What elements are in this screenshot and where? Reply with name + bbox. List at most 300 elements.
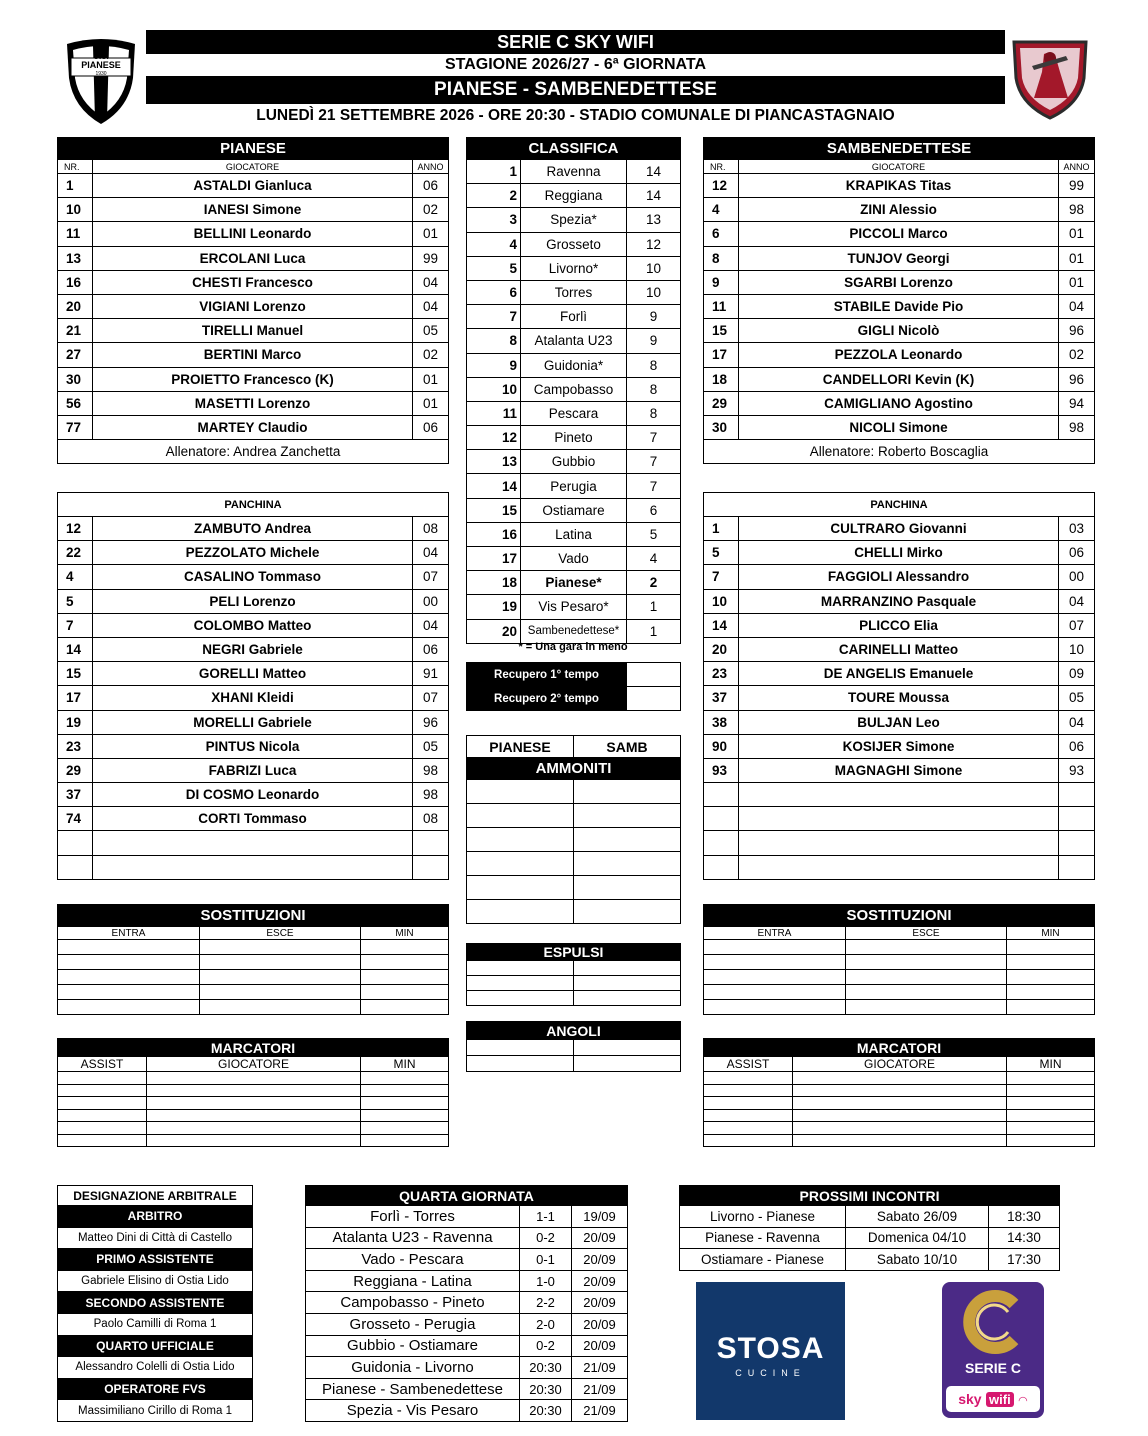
col-player: GIOCATORE xyxy=(739,160,1059,174)
empty-row xyxy=(467,780,681,804)
standings-points: 5 xyxy=(627,522,681,546)
standings-row xyxy=(467,522,681,546)
player-year: 05 xyxy=(413,734,449,758)
next-match-row xyxy=(680,1206,1060,1228)
corners-away-value-2 xyxy=(574,1056,681,1072)
referee-name: Gabriele Elisino di Ostia Lido xyxy=(58,1270,253,1292)
player-number: 6 xyxy=(704,222,739,246)
round-score: 20:30 xyxy=(520,1400,572,1422)
player-number: 17 xyxy=(704,343,739,367)
player-name: STABILE Davide Pio xyxy=(739,294,1059,318)
next-match-row xyxy=(680,1227,1060,1249)
player-name: BELLINI Leonardo xyxy=(93,222,413,246)
empty-row xyxy=(704,783,1095,807)
recovery-first-label: Recupero 1° tempo xyxy=(467,663,627,687)
sent-off-title: ESPULSI xyxy=(467,944,681,961)
round-row xyxy=(306,1249,628,1271)
player-year: 98 xyxy=(413,758,449,782)
player-year: 01 xyxy=(1059,222,1095,246)
player-year: 04 xyxy=(1059,589,1095,613)
player-number: 30 xyxy=(58,367,93,391)
player-name: BULJAN Leo xyxy=(739,710,1059,734)
empty-row xyxy=(467,852,681,876)
round-match: Atalanta U23 - Ravenna xyxy=(306,1227,520,1249)
player-row xyxy=(704,734,1095,758)
round-match: Guidonia - Livorno xyxy=(306,1357,520,1379)
standings-position: 7 xyxy=(467,305,521,329)
col-assist: ASSIST xyxy=(704,1057,793,1072)
player-name: VIGIANI Lorenzo xyxy=(93,294,413,318)
round-date: 21/09 xyxy=(572,1357,628,1379)
player-name: TIRELLI Manuel xyxy=(93,319,413,343)
match-title: PIANESE - SAMBENEDETTESE xyxy=(146,76,1005,104)
standings-points: 8 xyxy=(627,353,681,377)
player-row xyxy=(704,343,1095,367)
player-number: 17 xyxy=(58,686,93,710)
standings-position: 19 xyxy=(467,595,521,619)
player-name: CHELLI Mirko xyxy=(739,541,1059,565)
player-row xyxy=(704,367,1095,391)
player-row xyxy=(704,270,1095,294)
player-row xyxy=(704,565,1095,589)
standings-points: 7 xyxy=(627,474,681,498)
standings-points: 14 xyxy=(627,184,681,208)
league-title: SERIE C SKY WIFI xyxy=(146,30,1005,54)
standings-table xyxy=(466,137,681,644)
sent-off-table xyxy=(466,943,681,1006)
home-subs-table xyxy=(57,904,449,1015)
player-year: 04 xyxy=(1059,710,1095,734)
standings-team: Pineto xyxy=(521,426,627,450)
player-name: TUNJOV Georgi xyxy=(739,246,1059,270)
recovery-second-label: Recupero 2° tempo xyxy=(467,687,627,711)
standings-row xyxy=(467,208,681,232)
empty-row xyxy=(58,940,449,955)
player-year: 96 xyxy=(1059,319,1095,343)
player-row xyxy=(58,517,449,541)
referee-role: QUARTO UFFICIALE xyxy=(58,1335,253,1357)
standings-position: 9 xyxy=(467,353,521,377)
empty-row xyxy=(58,1134,449,1147)
player-row xyxy=(58,198,449,222)
round-date: 20/09 xyxy=(572,1313,628,1335)
home-scorers-title: MARCATORI xyxy=(58,1039,449,1057)
empty-row xyxy=(704,1072,1095,1085)
standings-row xyxy=(467,426,681,450)
pianese-logo xyxy=(63,38,139,126)
player-number: 7 xyxy=(58,613,93,637)
player-year: 04 xyxy=(413,613,449,637)
referee-role: SECONDO ASSISTENTE xyxy=(58,1292,253,1314)
stosa-sponsor-logo xyxy=(696,1282,845,1420)
player-year: 01 xyxy=(1059,270,1095,294)
serie-c-logo xyxy=(942,1282,1044,1418)
player-row xyxy=(58,222,449,246)
next-match: Ostiamare - Pianese xyxy=(680,1249,846,1271)
player-name: PELI Lorenzo xyxy=(93,589,413,613)
player-name: MASETTI Lorenzo xyxy=(93,391,413,415)
standings-team: Latina xyxy=(521,522,627,546)
player-row xyxy=(704,415,1095,439)
empty-row xyxy=(58,855,449,879)
player-row xyxy=(58,613,449,637)
empty-row xyxy=(704,1109,1095,1122)
standings-position: 1 xyxy=(467,160,521,184)
player-row xyxy=(58,565,449,589)
empty-row xyxy=(58,1084,449,1097)
player-row xyxy=(58,294,449,318)
empty-row xyxy=(704,831,1095,855)
empty-row xyxy=(467,804,681,828)
player-number: 90 xyxy=(704,734,739,758)
home-scorers-table xyxy=(57,1038,449,1147)
col-min: MIN xyxy=(1007,927,1095,940)
standings-team: Pianese* xyxy=(521,571,627,595)
season-line: STAGIONE 2026/27 - 6ª GIORNATA xyxy=(444,56,707,73)
empty-row xyxy=(58,1072,449,1085)
standings-points: 10 xyxy=(627,256,681,280)
sambenedettese-logo xyxy=(1010,38,1090,120)
player-name: PLICCO Elia xyxy=(739,613,1059,637)
booked-home-label: PIANESE xyxy=(467,736,574,758)
round-row xyxy=(306,1378,628,1400)
player-name: ERCOLANI Luca xyxy=(93,246,413,270)
player-year: 05 xyxy=(1059,686,1095,710)
corners-title: ANGOLI xyxy=(467,1022,681,1040)
player-year: 02 xyxy=(413,343,449,367)
empty-row xyxy=(58,970,449,985)
standings-position: 5 xyxy=(467,256,521,280)
player-number: 16 xyxy=(58,270,93,294)
player-number: 22 xyxy=(58,541,93,565)
empty-row xyxy=(704,1134,1095,1147)
player-number: 11 xyxy=(58,222,93,246)
player-year: 98 xyxy=(1059,198,1095,222)
match-info: LUNEDÌ 21 SETTEMBRE 2026 - ORE 20:30 - STADIO COMUNALE DI PIANCASTAGNAIO xyxy=(256,107,895,124)
player-name: CHESTI Francesco xyxy=(93,270,413,294)
standings-position: 4 xyxy=(467,232,521,256)
player-year: 94 xyxy=(1059,391,1095,415)
empty-row xyxy=(58,1097,449,1110)
player-number: 4 xyxy=(704,198,739,222)
player-number: 74 xyxy=(58,807,93,831)
standings-position: 6 xyxy=(467,280,521,304)
player-year: 91 xyxy=(413,662,449,686)
empty-row xyxy=(704,955,1095,970)
standings-row xyxy=(467,353,681,377)
wifi-text: wifi xyxy=(986,1392,1014,1407)
standings-team: Torres xyxy=(521,280,627,304)
away-bench-title: PANCHINA xyxy=(704,493,1095,517)
player-number: 21 xyxy=(58,319,93,343)
round-match: Vado - Pescara xyxy=(306,1249,520,1271)
player-year: 02 xyxy=(1059,343,1095,367)
player-year: 09 xyxy=(1059,662,1095,686)
player-row xyxy=(58,758,449,782)
standings-position: 11 xyxy=(467,401,521,425)
standings-row xyxy=(467,256,681,280)
player-year: 07 xyxy=(1059,613,1095,637)
player-number: 15 xyxy=(704,319,739,343)
player-row xyxy=(58,319,449,343)
player-name: IANESI Simone xyxy=(93,198,413,222)
away-bench-table xyxy=(703,492,1095,880)
round-date: 20/09 xyxy=(572,1249,628,1271)
round-date: 21/09 xyxy=(572,1378,628,1400)
home-team-title: PIANESE xyxy=(58,138,449,160)
player-number: 30 xyxy=(704,415,739,439)
round-match: Spezia - Vis Pesaro xyxy=(306,1400,520,1422)
player-row xyxy=(58,541,449,565)
col-nr: NR. xyxy=(704,160,739,174)
round-date: 19/09 xyxy=(572,1206,628,1228)
round-row xyxy=(306,1313,628,1335)
player-row xyxy=(58,710,449,734)
player-name: ZINI Alessio xyxy=(739,198,1059,222)
recovery-second-value xyxy=(627,687,681,711)
home-coach: Allenatore: Andrea Zanchetta xyxy=(58,440,449,464)
wifi-icon: ◠ xyxy=(1018,1395,1028,1407)
round-match: Forlì - Torres xyxy=(306,1206,520,1228)
player-name: NICOLI Simone xyxy=(739,415,1059,439)
standings-row xyxy=(467,474,681,498)
player-name: CASALINO Tommaso xyxy=(93,565,413,589)
player-name: CAMIGLIANO Agostino xyxy=(739,391,1059,415)
col-min: MIN xyxy=(1007,1057,1095,1072)
standings-points: 7 xyxy=(627,426,681,450)
col-year: ANNO xyxy=(1059,160,1095,174)
standings-points: 12 xyxy=(627,232,681,256)
standings-row xyxy=(467,184,681,208)
round-score: 1-0 xyxy=(520,1270,572,1292)
standings-points: 10 xyxy=(627,280,681,304)
next-time: 14:30 xyxy=(989,1227,1060,1249)
round-title: QUARTA GIORNATA xyxy=(306,1186,628,1206)
away-scorers-title: MARCATORI xyxy=(704,1039,1095,1057)
referees-title: DESIGNAZIONE ARBITRALE xyxy=(58,1186,253,1206)
standings-row xyxy=(467,498,681,522)
standings-team: Atalanta U23 xyxy=(521,329,627,353)
player-name: XHANI Kleidi xyxy=(93,686,413,710)
referee-name: Matteo Dini di Città di Castello xyxy=(58,1227,253,1249)
standings-position: 3 xyxy=(467,208,521,232)
player-name: ZAMBUTO Andrea xyxy=(93,517,413,541)
standings-position: 10 xyxy=(467,377,521,401)
player-name: PROIETTO Francesco (K) xyxy=(93,367,413,391)
referee-name: Paolo Camilli di Roma 1 xyxy=(58,1313,253,1335)
standings-row xyxy=(467,619,681,643)
player-year: 98 xyxy=(413,783,449,807)
standings-team: Campobasso xyxy=(521,377,627,401)
away-subs-title: SOSTITUZIONI xyxy=(704,905,1095,927)
player-row xyxy=(58,734,449,758)
player-year: 04 xyxy=(413,294,449,318)
standings-points: 1 xyxy=(627,619,681,643)
player-name: PINTUS Nicola xyxy=(93,734,413,758)
away-coach: Allenatore: Roberto Boscaglia xyxy=(704,440,1095,464)
player-name: PICCOLI Marco xyxy=(739,222,1059,246)
player-row xyxy=(58,807,449,831)
player-row xyxy=(704,391,1095,415)
player-year: 98 xyxy=(1059,415,1095,439)
round-score: 0-1 xyxy=(520,1249,572,1271)
player-name: FABRIZI Luca xyxy=(93,758,413,782)
pianese-logo-text: U.S. PIANESE 1930 xyxy=(81,52,121,77)
player-number: 19 xyxy=(58,710,93,734)
player-number: 56 xyxy=(58,391,93,415)
stosa-sub: CUCINE xyxy=(735,1368,806,1378)
player-year: 06 xyxy=(413,174,449,198)
player-name: MARRANZINO Pasquale xyxy=(739,589,1059,613)
standings-team: Vado xyxy=(521,547,627,571)
player-name: TOURE Moussa xyxy=(739,686,1059,710)
player-name: CARINELLI Matteo xyxy=(739,637,1059,661)
player-year: 93 xyxy=(1059,758,1095,782)
empty-row xyxy=(704,985,1095,1000)
col-assist: ASSIST xyxy=(58,1057,147,1072)
player-row xyxy=(704,246,1095,270)
player-name: SGARBI Lorenzo xyxy=(739,270,1059,294)
player-row xyxy=(58,662,449,686)
standings-team: Vis Pesaro* xyxy=(521,595,627,619)
standings-row xyxy=(467,305,681,329)
player-row xyxy=(704,174,1095,198)
player-number: 7 xyxy=(704,565,739,589)
standings-position: 18 xyxy=(467,571,521,595)
round-score: 1-1 xyxy=(520,1206,572,1228)
player-year: 96 xyxy=(1059,367,1095,391)
player-row xyxy=(58,637,449,661)
player-year: 96 xyxy=(413,710,449,734)
booked-table xyxy=(466,735,681,924)
round-row xyxy=(306,1335,628,1357)
corners-home-value-2 xyxy=(467,1056,574,1072)
player-number: 77 xyxy=(58,415,93,439)
standings-position: 14 xyxy=(467,474,521,498)
empty-row xyxy=(467,876,681,900)
empty-row xyxy=(704,1097,1095,1110)
empty-row xyxy=(58,985,449,1000)
round-match: Gubbio - Ostiamare xyxy=(306,1335,520,1357)
stosa-name: STOSA xyxy=(716,1332,825,1365)
col-year: ANNO xyxy=(413,160,449,174)
player-name: PEZZOLA Leonardo xyxy=(739,343,1059,367)
col-player: GIOCATORE xyxy=(93,160,413,174)
player-row xyxy=(704,613,1095,637)
player-number: 11 xyxy=(704,294,739,318)
empty-row xyxy=(467,991,681,1006)
standings-note: * = Una gara in meno xyxy=(518,641,628,653)
referee-name: Alessandro Colelli di Ostia Lido xyxy=(58,1357,253,1379)
standings-points: 9 xyxy=(627,329,681,353)
player-row xyxy=(58,343,449,367)
standings-team: Guidonia* xyxy=(521,353,627,377)
standings-team: Livorno* xyxy=(521,256,627,280)
player-year: 05 xyxy=(413,319,449,343)
referee-role: ARBITRO xyxy=(58,1206,253,1228)
col-out: ESCE xyxy=(846,927,1007,940)
referee-name: Massimiliano Cirillo di Roma 1 xyxy=(58,1400,253,1422)
player-row xyxy=(58,589,449,613)
round-match: Grosseto - Perugia xyxy=(306,1313,520,1335)
empty-row xyxy=(467,900,681,924)
sky-text: sky xyxy=(958,1391,982,1407)
standings-position: 2 xyxy=(467,184,521,208)
player-row xyxy=(704,222,1095,246)
player-year: 07 xyxy=(413,565,449,589)
standings-position: 13 xyxy=(467,450,521,474)
player-number: 37 xyxy=(58,783,93,807)
player-row xyxy=(58,367,449,391)
round-match: Pianese - Sambenedettese xyxy=(306,1378,520,1400)
player-number: 23 xyxy=(58,734,93,758)
player-name: KOSIJER Simone xyxy=(739,734,1059,758)
player-number: 37 xyxy=(704,686,739,710)
round-score: 2-0 xyxy=(520,1313,572,1335)
standings-row xyxy=(467,571,681,595)
standings-row xyxy=(467,280,681,304)
player-year: 00 xyxy=(1059,565,1095,589)
player-name: ASTALDI Gianluca xyxy=(93,174,413,198)
next-matches-table xyxy=(679,1185,1060,1271)
standings-position: 17 xyxy=(467,547,521,571)
player-number: 18 xyxy=(704,367,739,391)
player-row xyxy=(58,174,449,198)
empty-row xyxy=(467,976,681,991)
standings-points: 8 xyxy=(627,401,681,425)
player-number: 14 xyxy=(58,637,93,661)
player-row xyxy=(58,686,449,710)
player-name: BERTINI Marco xyxy=(93,343,413,367)
empty-row xyxy=(58,1109,449,1122)
player-number: 5 xyxy=(704,541,739,565)
player-year: 06 xyxy=(1059,541,1095,565)
player-year: 08 xyxy=(413,807,449,831)
player-row xyxy=(704,686,1095,710)
empty-row xyxy=(704,855,1095,879)
round-row xyxy=(306,1206,628,1228)
player-number: 4 xyxy=(58,565,93,589)
player-number: 14 xyxy=(704,613,739,637)
home-lineup-table xyxy=(57,137,449,464)
player-number: 27 xyxy=(58,343,93,367)
recovery-table xyxy=(466,662,681,711)
standings-team: Grosseto xyxy=(521,232,627,256)
empty-row xyxy=(704,970,1095,985)
player-year: 06 xyxy=(413,415,449,439)
standings-team: Ravenna xyxy=(521,160,627,184)
col-in: ENTRA xyxy=(58,927,200,940)
round-match: Campobasso - Pineto xyxy=(306,1292,520,1314)
next-matches-title: PROSSIMI INCONTRI xyxy=(680,1186,1060,1206)
next-match: Livorno - Pianese xyxy=(680,1206,846,1228)
player-name: KRAPIKAS Titas xyxy=(739,174,1059,198)
next-time: 18:30 xyxy=(989,1206,1060,1228)
standings-position: 15 xyxy=(467,498,521,522)
round-score: 2-2 xyxy=(520,1292,572,1314)
referee-role: OPERATORE FVS xyxy=(58,1378,253,1400)
standings-row xyxy=(467,401,681,425)
empty-row xyxy=(704,1122,1095,1135)
empty-row xyxy=(467,828,681,852)
referees-table xyxy=(57,1185,253,1422)
player-row xyxy=(704,198,1095,222)
empty-row xyxy=(58,1000,449,1015)
home-subs-title: SOSTITUZIONI xyxy=(58,905,449,927)
corners-table xyxy=(466,1021,681,1072)
player-number: 29 xyxy=(704,391,739,415)
player-year: 01 xyxy=(413,391,449,415)
